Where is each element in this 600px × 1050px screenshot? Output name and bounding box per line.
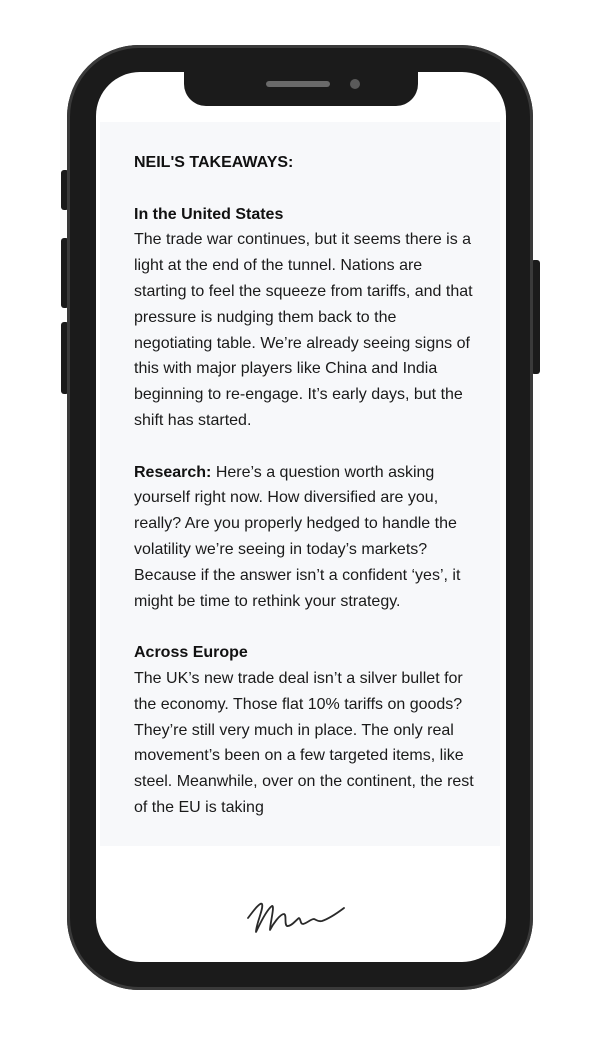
- section-body: Here’s a question worth asking yourself right now. How diversified are you, really? Are you properly hedged to handle the volatility we’re seeing in today’s markets? Because if the answer isn’t a confident ‘yes’, it might be time to rethink your strategy.: [134, 463, 461, 610]
- section-research: [134, 460, 474, 615]
- section-subheading: Across Europe: [134, 644, 248, 662]
- front-camera-icon: [350, 79, 360, 89]
- section-body: The trade war continues, but it seems there is a light at the end of the tunnel. Nations are starting to feel the squeeze from tariffs, and that pressure is nudging them back to the negotiating table. We’re already seeing signs of this with major players like China and India beginning to re-engage. It’s early days, but the shift has started.: [134, 231, 473, 429]
- article-heading: NEIL'S TAKEAWAYS:: [134, 154, 294, 171]
- section-united-states: [134, 202, 474, 434]
- section-across-europe: [134, 640, 474, 821]
- article-text: [134, 150, 474, 846]
- article-content[interactable]: [100, 122, 500, 846]
- section-body: The UK’s new trade deal isn’t a silver bullet for the economy. Those flat 10% tariffs on goods? They’re still very much in place. The only real movement’s been on a few targeted items, like steel. Meanwhile, over on the continent, the rest of the EU is taking: [134, 669, 474, 816]
- speaker-grille: [266, 81, 330, 87]
- phone-notch: [184, 70, 418, 106]
- section-lead: Research:: [134, 463, 212, 481]
- section-subheading: In the United States: [134, 205, 284, 223]
- signature-icon: [240, 888, 360, 940]
